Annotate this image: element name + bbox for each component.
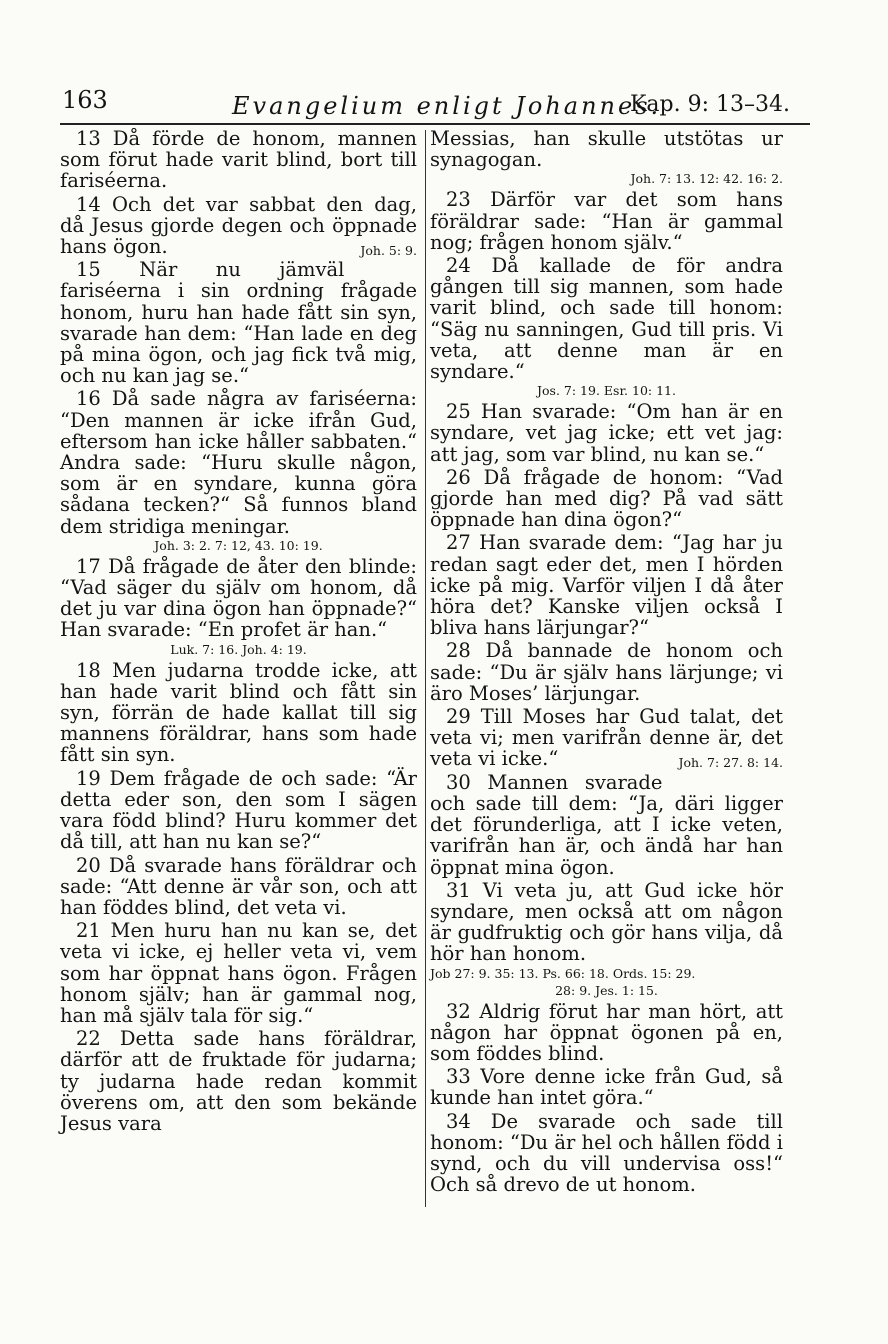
- header-rule: [60, 123, 810, 125]
- verse-13: 13 Då förde de honom, mannen som förut hade varit blind, bort till fariséerna.: [60, 127, 417, 193]
- left-column: [60, 128, 417, 1136]
- column-divider: [425, 130, 426, 1207]
- verse-25: 25 Han svarade: “Om han är en syndare, vet jag icke; ett vet jag: att jag, som var blind, nu kan se.“: [430, 400, 783, 466]
- verse-16: 16 Då sade några av fariséerna: “Den mannen är icke ifrån Gud, eftersom han icke håller sabbaten.“ Andra sade: “Huru skulle någon, som är en syndare, kunna göra sådana tecken?“ Så funnos bland dem stridiga meningar.: [60, 387, 417, 538]
- verse-21: 21 Men huru han nu kan se, det veta vi icke, ej heller veta vi, vem som har öppnat hans ögon. Frågen honom själv; han är gammal nog, han må själv tala för sig.“: [60, 919, 417, 1027]
- verse-31: 31 Vi veta ju, att Gud icke hör syndare, men också att om någon är gudfruktig och gör hans vilja, då hör han honom.: [430, 878, 783, 966]
- verse-15: 15 När nu jämväl fariséerna i sin ordning frågade honom, huru han hade fått sin syn, svarade han dem: “Han lade en deg på mina ögon, och jag fick två mig, och nu kan jag se.“: [60, 258, 417, 388]
- right-column: [430, 128, 783, 1197]
- verse-16-cross-reference: Joh. 3: 2. 7: 12, 43. 10: 19.: [154, 537, 323, 553]
- page-number: 163: [62, 86, 108, 114]
- verse-14-cross-reference: Joh. 5: 9.: [360, 243, 417, 259]
- verse-31-cross-reference-line-1: Job 27: 9. 35: 13. Ps. 66: 18. Ords. 15: 29.: [430, 965, 696, 981]
- verse-27: 27 Han svarade dem: “Jag har ju redan sagt eder det, men I hörden icke på mig. Varför viljen I då åter höra det? Kanske viljen också I bliva hans lärjungar?“: [430, 531, 783, 640]
- verse-17: 17 Då frågade de åter den blinde: “Vad säger du själv om honom, då det ju var dina ögon han öppnade?“ Han svarade: “En profet är han.“: [60, 554, 417, 642]
- verse-18: 18 Men judarna trodde icke, att han hade varit blind och fått sin syn, förrän de hade kallat till sig mannens föräldrar, hans som hade fått sin syn.: [60, 658, 417, 767]
- verse-24-cross-reference: Jos. 7: 19. Esr. 10: 11.: [537, 383, 676, 399]
- verse-22-cross-reference: Joh. 7: 13. 12: 42. 16: 2.: [630, 171, 783, 187]
- verse-24: 24 Då kallade de för andra gången till sig mannen, som hade varit blind, och sade till honom: “Säg nu sanningen, Gud till pris. Vi veta, att denne man är en syndare.“: [430, 254, 783, 384]
- verse-17-cross-reference: Luk. 7: 16. Joh. 4: 19.: [170, 641, 307, 657]
- verse-29-text: 29 Till Moses har Gud talat, det veta vi; men varifrån denne är, det veta vi icke.“: [430, 705, 783, 771]
- verse-29: [430, 706, 783, 770]
- verse-30: 30 Mannen svarade och sade till dem: “Ja, däri ligger det förunderliga, att I icke veten, varifrån han är, och ändå har han öppnat mina ögon.: [430, 770, 783, 879]
- verse-14: [60, 194, 417, 258]
- verse-34: 34 De svarade och sade till honom: “Du är hel och hållen född i synd, och du vill undervisa oss!“ Och så drevo de ut honom.: [430, 1109, 783, 1197]
- running-title: Evangelium enligt Johannes.: [232, 92, 662, 120]
- verse-29-cross-reference: Joh. 7: 27. 8: 14.: [678, 755, 783, 771]
- verse-23: 23 Därför var det som hans föräldrar sade: “Han är gammal nog; frågen honom själv.“: [430, 188, 783, 254]
- chapter-reference: Kap. 9: 13–34.: [630, 92, 791, 117]
- verse-19: 19 Dem frågade de och sade: “Är detta eder son, den som I sägen vara född blind? Huru kommer det då till, att han nu kan se?“: [60, 766, 417, 854]
- verse-20: 20 Då svarade hans föräldrar och sade: “Att denne är vår son, och att han föddes blind, det veta vi.: [60, 853, 417, 919]
- verse-22-continued: Messias, han skulle utstötas ur synagogan.: [430, 127, 783, 172]
- verse-26: 26 Då frågade de honom: “Vad gjorde han med dig? På vad sätt öppnade han dina ögon?“: [430, 465, 783, 532]
- verse-28: 28 Då bannade de honom och sade: “Du är själv hans lärjunge; vi äro Moses’ lärjungar.: [430, 639, 783, 705]
- verse-31-cross-reference-line-2: 28: 9. Jes. 1: 15.: [555, 982, 658, 998]
- verse-33: 33 Vore denne icke från Gud, så kunde han intet göra.“: [430, 1065, 783, 1110]
- verse-22: 22 Detta sade hans föräldrar, därför att de fruktade för judarna; ty judarna hade redan kommit överens om, att den som bekände Jesus vara: [60, 1027, 417, 1135]
- verse-14-text: 14 Och det var sabbat den dag, då Jesus gjorde degen och öppnade hans ögon.: [60, 192, 417, 259]
- verse-32: 32 Aldrig förut har man hört, att någon har öppnat ögonen på en, som föddes blind.: [430, 999, 783, 1065]
